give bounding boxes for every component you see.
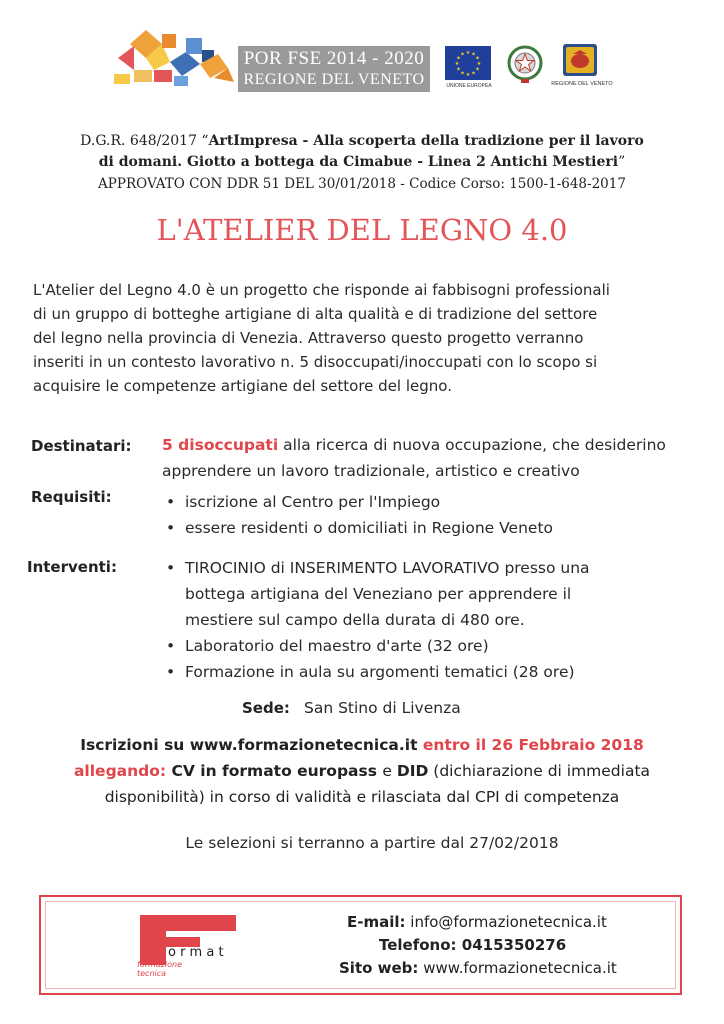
did-description: (dichiarazione di immediata bbox=[428, 762, 651, 780]
contact-phone bbox=[379, 936, 566, 954]
iscrizioni-deadline: entro il 26 Febbraio 2018 bbox=[417, 736, 644, 754]
bullet-icon: • bbox=[166, 637, 176, 655]
svg-text:★: ★ bbox=[471, 51, 476, 58]
and-text: e bbox=[382, 762, 397, 780]
intro-line: del legno nella provincia di Venezia. Attraverso questo progetto verranno bbox=[33, 329, 584, 347]
bullet-icon: • bbox=[166, 493, 176, 511]
por-fse-mosaic-logo bbox=[110, 24, 238, 90]
list-item bbox=[166, 659, 590, 685]
svg-text:★: ★ bbox=[454, 61, 460, 67]
svg-text:★: ★ bbox=[460, 70, 465, 77]
svg-text:★: ★ bbox=[460, 51, 465, 58]
list-item bbox=[166, 489, 553, 515]
svg-text:★: ★ bbox=[471, 70, 476, 77]
list-item bbox=[166, 633, 590, 659]
intro-line: L'Atelier del Legno 4.0 è un progetto che risponde ai fabbisogni professionali bbox=[33, 281, 610, 299]
eu-flag-icon bbox=[445, 46, 491, 80]
dgr-line-1 bbox=[40, 130, 684, 152]
phone-label: Telefono: bbox=[379, 936, 457, 954]
destinatari-label: Destinatari: bbox=[31, 437, 132, 455]
dgr-title-part1: ArtImpresa - Alla scoperta della tradizione per il lavoro bbox=[208, 133, 644, 149]
dgr-line-2 bbox=[40, 151, 684, 173]
bullet-icon: • bbox=[166, 663, 176, 681]
contact-email bbox=[347, 913, 607, 931]
destinatari-text bbox=[162, 432, 666, 484]
requisito-text: iscrizione al Centro per l'Impiego bbox=[185, 493, 441, 511]
intro-line: inseriti in un contesto lavorativo n. 5 disoccupati/inoccupati con lo scopo si bbox=[33, 353, 598, 371]
sede-value: San Stino di Livenza bbox=[304, 699, 461, 717]
selezioni-note: Le selezioni si terranno a partire dal 27/02/2018 bbox=[185, 834, 559, 852]
intervento-line: bottega artigiana del Veneziano per apprendere il bbox=[185, 585, 572, 603]
format-sub-line: tecnica bbox=[137, 969, 167, 978]
sede-label: Sede: bbox=[242, 699, 290, 717]
svg-text:★: ★ bbox=[465, 50, 471, 56]
destinatari-line2: apprendere un lavoro tradizionale, artistico e creativo bbox=[162, 462, 580, 480]
dgr-title-part2: di domani. Giotto a bottega da Cimabue - Linea 2 Antichi Mestieri bbox=[98, 154, 619, 170]
requisiti-list bbox=[166, 489, 553, 541]
email-label: E-mail: bbox=[347, 913, 406, 931]
phone-number: 0415350276 bbox=[456, 936, 567, 954]
intervento-line: TIROCINIO di INSERIMENTO LAVORATIVO presso una bbox=[185, 559, 590, 577]
iscrizioni-line3: disponibilità) in corso di validità e rilasciata dal CPI di competenza bbox=[104, 788, 620, 806]
bullet-icon: • bbox=[166, 559, 176, 577]
por-fse-banner bbox=[238, 46, 430, 92]
regione-veneto-title: REGIONE DEL VENETO bbox=[243, 71, 425, 88]
allegando-label: allegando: bbox=[73, 762, 167, 780]
format-logo-word: ormat bbox=[168, 945, 228, 960]
intervento-text: Laboratorio del maestro d'arte (32 ore) bbox=[185, 637, 489, 655]
svg-text:★: ★ bbox=[456, 66, 461, 73]
regione-veneto-caption: REGIONE DEL VENETO bbox=[551, 81, 613, 87]
dgr-prefix: D.G.R. 648/2017 “ bbox=[80, 133, 209, 149]
page-title: L'ATELIER DEL LEGNO 4.0 bbox=[156, 213, 568, 247]
intervento-line: mestiere sul campo della durata di 480 ore. bbox=[185, 611, 525, 629]
destinatari-line1: alla ricerca di nuova occupazione, che desiderino bbox=[278, 436, 666, 454]
intro-line: di un gruppo di botteghe artigiane di alta qualità e di tradizione del settore bbox=[33, 305, 598, 323]
format-sub-line: formazione bbox=[137, 960, 183, 969]
bullet-icon: • bbox=[166, 519, 176, 537]
svg-text:★: ★ bbox=[475, 66, 480, 73]
dgr-suffix: ” bbox=[618, 154, 626, 170]
intro-paragraph bbox=[33, 278, 705, 398]
eu-caption: UNIONE EUROPEA bbox=[446, 83, 492, 89]
italian-republic-emblem-icon bbox=[507, 44, 543, 84]
intro-line: acquisire le competenze artigiane del settore del legno. bbox=[33, 377, 452, 395]
interventi-label: Interventi: bbox=[27, 558, 117, 576]
interventi-list bbox=[166, 555, 590, 685]
cv-requirement: CV in formato europass bbox=[166, 762, 383, 780]
list-item bbox=[166, 515, 553, 541]
iscrizioni-block bbox=[0, 732, 724, 810]
svg-text:★: ★ bbox=[465, 72, 471, 78]
destinatari-highlight: 5 disoccupati bbox=[162, 436, 279, 454]
intervento-text: Formazione in aula su argomenti tematici (28 ore) bbox=[185, 663, 575, 681]
regione-veneto-emblem-icon bbox=[563, 44, 597, 76]
contact-website bbox=[339, 959, 617, 977]
svg-text:★: ★ bbox=[476, 61, 482, 67]
website-label: Sito web: bbox=[339, 959, 419, 977]
svg-text:★: ★ bbox=[475, 55, 480, 62]
website-link[interactable]: www.formazionetecnica.it bbox=[418, 959, 617, 977]
iscrizioni-prefix: Iscrizioni su www.formazionetecnica.it bbox=[80, 736, 418, 754]
list-item bbox=[166, 555, 590, 633]
did-requirement: DID bbox=[396, 762, 429, 780]
email-link[interactable]: info@formazionetecnica.it bbox=[405, 913, 607, 931]
por-fse-title: POR FSE 2014 - 2020 bbox=[243, 48, 425, 69]
format-logo-subtitle bbox=[137, 960, 182, 978]
approval-line: APPROVATO CON DDR 51 DEL 30/01/2018 - Codice Corso: 1500-1-648-2017 bbox=[98, 176, 626, 192]
requisiti-label: Requisiti: bbox=[31, 488, 112, 506]
requisito-text: essere residenti o domiciliati in Regione Veneto bbox=[185, 519, 554, 537]
svg-text:★: ★ bbox=[456, 55, 461, 62]
